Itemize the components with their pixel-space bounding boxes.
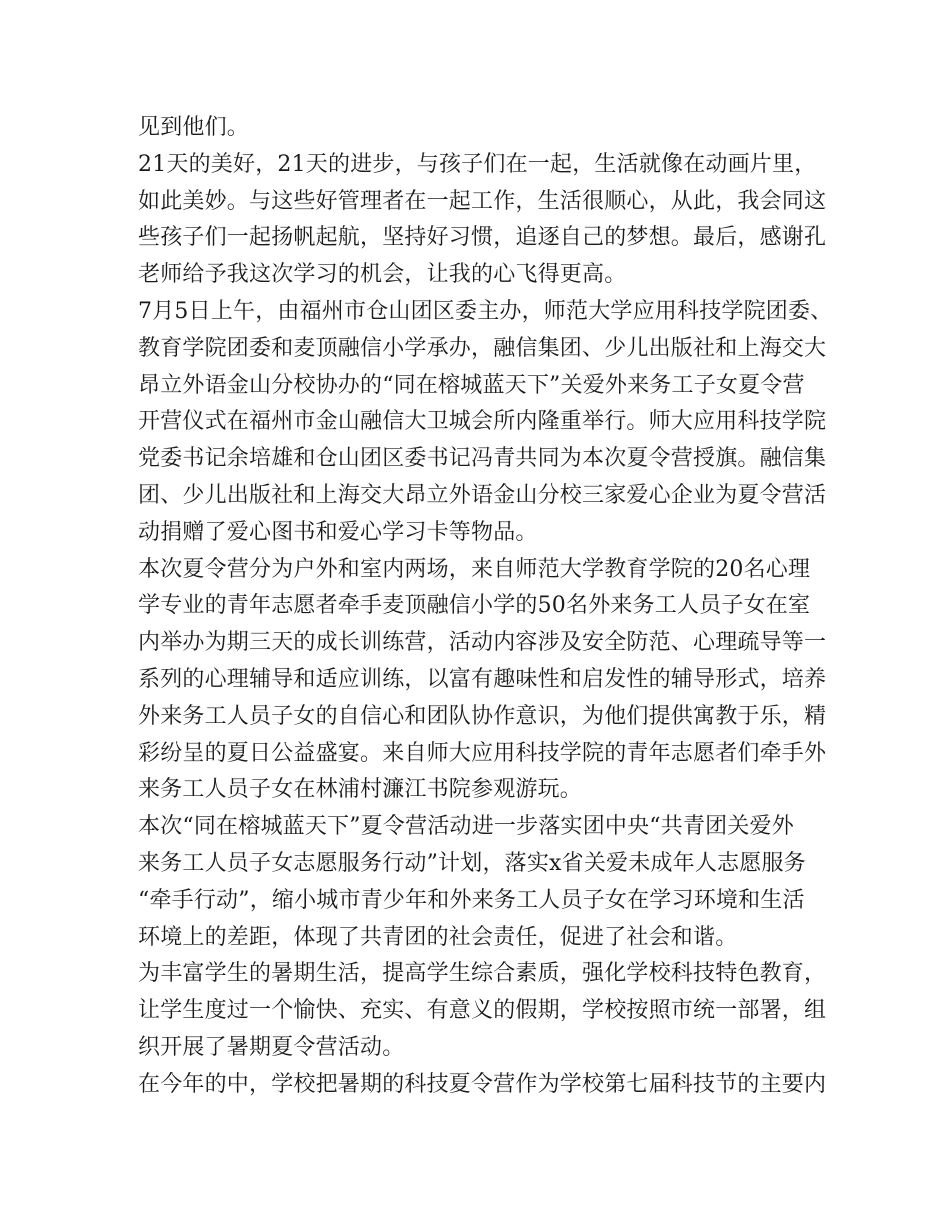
text-line: 让学生度过一个愉快、充实、有意义的假期，学校按照市统一部署，组 (138, 998, 827, 1024)
text-line: 教育学院团委和麦顶融信小学承办，融信集团、少儿出版社和上海交大 (138, 335, 827, 361)
text-line: 在今年的中，学校把暑期的科技夏令营作为学校第七届科技节的主要内 (138, 1071, 827, 1097)
text-line: 彩纷呈的夏日公益盛宴。来自师大应用科技学院的青年志愿者们牵手外 (138, 740, 827, 766)
text-line: 来务工人员子女志愿服务行动”计划，落实x省关爱未成年人志愿服务 (138, 850, 806, 876)
text-line: 见到他们。 (138, 115, 250, 140)
text-line: 7月5日上午，由福州市仓山团区委主办，师范大学应用科技学院团委、 (138, 298, 833, 324)
text-line: 党委书记余培雄和仓山团区委书记冯青共同为本次夏令营授旗。融信集 (138, 446, 827, 472)
text-line: 学专业的青年志愿者牵手麦顶融信小学的50名外来务工人员子女在室 (138, 593, 811, 619)
text-line: 动捐赠了爱心图书和爱心学习卡等物品。 (138, 519, 538, 545)
text-line: 内举办为期三天的成长训练营，活动内容涉及安全防范、心理疏导等一 (138, 630, 827, 656)
text-line: 织开展了暑期夏令营活动。 (138, 1034, 405, 1060)
text-line: 开营仪式在福州市金山融信大卫城会所内隆重举行。师大应用科技学院 (138, 409, 827, 435)
text-line: 系列的心理辅导和适应训练，以富有趣味性和启发性的辅导形式，培养 (138, 666, 827, 692)
text-line: “牵手行动”，缩小城市青少年和外来务工人员子女在学习环境和生活 (138, 887, 805, 913)
text-line: 团、少儿出版社和上海交大昂立外语金山分校三家爱心企业为夏令营活 (138, 482, 827, 508)
text-line: 来务工人员子女在林浦村濂江书院参观游玩。 (138, 777, 583, 803)
text-line: 本次夏令营分为户外和室内两场，来自师范大学教育学院的20名心理 (138, 556, 811, 582)
text-line: 为丰富学生的暑期生活，提高学生综合素质，强化学校科技特色教育， (138, 961, 827, 987)
text-line: 老师给予我这次学习的机会，让我的心飞得更高。 (138, 262, 627, 288)
text-line: 如此美妙。与这些好管理者在一起工作，生活很顺心，从此，我会同这 (138, 188, 827, 214)
text-line: 环境上的差距，体现了共青团的社会责任，促进了社会和谐。 (138, 924, 738, 950)
text-line: 外来务工人员子女的自信心和团队协作意识，为他们提供寓教于乐，精 (138, 703, 827, 729)
text-line: 本次“同在榕城蓝天下”夏令营活动进一步落实团中央“共青团关爱外 (138, 814, 794, 840)
text-line: 昂立外语金山分校协办的“同在榕城蓝天下”关爱外来务工子女夏令营 (138, 372, 805, 398)
text-line: 些孩子们一起扬帆起航，坚持好习惯，追逐自己的梦想。最后，感谢孔 (138, 225, 827, 251)
document-body (138, 110, 833, 1104)
text-line: 21天的美好，21天的进步，与孩子们在一起，生活就像在动画片里， (138, 151, 817, 177)
